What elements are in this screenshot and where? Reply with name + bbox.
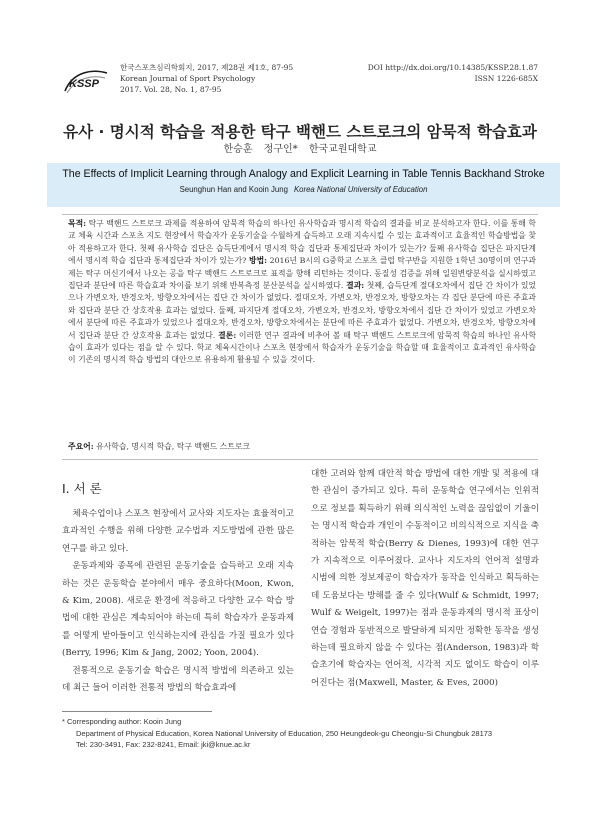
journal-name-en: Korean Journal of Sport Psychology — [120, 74, 256, 83]
abstract-top-rule — [62, 214, 538, 215]
journal-volume-en: 2017. Vol. 28, No. 1, 87-95 — [120, 85, 222, 94]
author-2: 정구인* — [263, 144, 298, 155]
abstract-purpose: 탁구 백핸드 스트로크 과제를 적용하여 암묵적 학습의 하나인 유사학습과 명시적 학습의 결과를 비교 분석하고자 한다. 이를 통해 학교 체육 시간과 스포츠 지도 현장에서 학습자가 운동기술을 수월하게 습득하고 오래 지속시킬 수 있는 효과적이고 효율적인 학습방법을 찾아 적용하고자 한다. 첫째 유사학습 집단은 습득단계에서 명시적 학습 집단과 통제집단과 차이가 있는가? 둘째 유사학습 집단은 파지단계에서 명시적 학습 집단과 통제집단과 차이가 있는가? — [68, 219, 536, 266]
abstract — [68, 218, 536, 367]
author-address: Department of Physical Education, Korea National University of Education, 250 Heungdeok-gu Cheongju-Si Chungbuk 28173 — [76, 728, 493, 738]
conclusion-label: 결론: — [215, 330, 237, 340]
logo-text: KSSP — [69, 78, 99, 90]
paragraph: 운동과제와 종목에 관련된 운동기술을 습득하고 오래 지속하는 것은 운동학습 분야에서 매우 중요하다(Moon, Kwon, & Kim, 2008). 새로운 환경에 적응하고 다양한 교수 학습 방법에 대한 관심은 계속되어야 하는데 특히 학습자가 운동과제를 어떻게 받아들이고 인식하는지에 관심을 가질 필요가 있다(Berry, 1996; Kim & Jang, 2002; Yoon, 2004). — [62, 561, 294, 659]
keywords-label: 주요어: — [68, 442, 94, 451]
footnote-rule — [62, 711, 212, 712]
title-korean: 유사 · 명시적 학습을 적용한 탁구 백핸드 스트로크의 암묵적 학습효과 — [63, 123, 537, 141]
journal-logo — [63, 67, 109, 95]
author-contact: Tel: 230-3491, Fax: 232-8241, Email: jki@knue.ac.kr — [76, 740, 251, 749]
paragraph: 전통적으로 운동기술 학습은 명시적 방법에 의존하고 있는데 최근 들어 이러한 전통적 방법의 학습효과에 — [62, 665, 294, 694]
purpose-label: 목적: — [68, 219, 87, 228]
abstract-bottom-rule — [62, 459, 538, 460]
paragraph: 대한 고려와 함께 대안적 학습 방법에 대한 개발 및 적용에 대한 관심이 증가되고 있다. 특히 운동학습 연구에서는 인위적으로 정보를 획득하기 위해 의식적인 노력을 끊임없이 기울이는 명시적 학습과 개인이 수동적이고 비의식적으로 지식을 축적하는 암묵적 학습(Berry & Dienes, 1993)에 대한 연구가 지속적으로 이루어졌다. 교사나 지도자의 언어적 설명과 시범에 의한 정보제공이 학습자가 동작을 인식하고 획득하는데 도움보다는 방해를 줄 수 있다(Wulf & Schmidt, 1997; Wulf & Weigelt, 1997)는 점과 운동과제의 명시적 표상이 연습 경험과 동반적으로 발달하게 되지만 정확한 동작을 생성하는데 필요하지 않을 수 있다는 점(Anderson, 1983)과 학습초기에 학습자는 언어적, 시각적 지도 없이도 학습이 이루어진다는 점(Maxwell, Master, & Eves, 2000) — [311, 469, 539, 688]
journal-header-left — [120, 62, 293, 95]
keywords-text: 유사학습, 명시적 학습, 탁구 백핸드 스트로크 — [93, 442, 250, 451]
authors-korean — [0, 140, 600, 155]
authors-english — [47, 185, 560, 194]
method-label: 방법: — [246, 256, 268, 266]
affiliation-korean: 한국교원대학교 — [308, 144, 377, 155]
body-column-left — [62, 506, 294, 697]
body-column-right — [311, 466, 539, 692]
section-heading: I. 서 론 — [62, 481, 102, 496]
affiliation-english: Korea National University of Education — [293, 185, 428, 194]
issn: ISSN 1226-685X — [474, 74, 538, 83]
abstract-conclusion: 이러한 연구 결과에 비추어 볼 때 탁구 백핸드 스트로크에 암묵적 학습의 하나인 유사학습이 효과가 있다는 점을 알 수 있다. 학교 체육시간이나 스포츠 현장에서 학습자가 운동기술을 학습할 때 효율적이고 효과적인 유사학습이 기존의 명시적 학습 방법의 대안으로 유용하게 활용될 수 있을 것이다. — [68, 330, 537, 365]
abstract-method: 2016년 B시의 G중학교 스포츠 클럽 탁구반을 지원한 1학년 30명이며 연구과제는 탁구 머신기에서 나오는 공을 탁구 백핸드 스트로크로 표적을 향해 리턴하는 것이다. 동질성 검증을 위해 일원변량분석을 실시하였고 집단과 분단에 따른 학습효과 차이를 보기 위해 반복측정 분산분석을 실시하였다. — [68, 256, 536, 291]
journal-name-ko: 한국스포츠심리학회지, 2017, 제28권 제1호, 87-95 — [120, 63, 294, 72]
abstract-result: 첫째, 습득단계 절대오차에서 집단 간 차이가 있었으나 가변오차, 반경오차, 방향오차에서는 집단 간 차이가 없었다. 절대오차, 가변오차, 반경오차, 방향오차는 각 집단 분단에 따른 주효과와 집단과 분단 간 상호작용 효과는 없었다. 둘째, 파지단계 절대오차, 가변오차, 반경오차, 방향오차에서 집단 간 차이가 있었고 가변오차에서 분단에 따른 주효과가 있었으나 절대오차, 반경오차, 방향오차에서는 분단에 따른 주효과가 없었다. 가변오차, 반경오차, 방향오차에서 집단과 분단 간 상호작용 효과는 없었다. — [68, 281, 536, 340]
journal-header-right — [368, 62, 538, 84]
footnote — [62, 716, 540, 751]
english-title-band — [47, 163, 560, 207]
result-label: 결과: — [343, 281, 365, 291]
corresponding-author: * Corresponding author: Kooin Jung — [62, 717, 182, 726]
keywords — [68, 441, 536, 452]
doi-link[interactable]: DOI http://dx.doi.org/10.14385/KSSP.28.1.87 — [367, 63, 538, 72]
author-1: 한승훈 — [223, 144, 253, 155]
title-english: The Effects of Implicit Learning through Analogy and Explicit Learning in Table Tennis Backhand Stroke — [62, 168, 545, 180]
author-names-english: Seunghun Han and Kooin Jung — [179, 185, 288, 194]
paragraph: 체육수업이나 스포츠 현장에서 교사와 지도자는 효율적이고 효과적인 수행을 위해 다양한 교수법과 지도방법에 관한 많은 연구를 하고 있다. — [62, 509, 294, 554]
